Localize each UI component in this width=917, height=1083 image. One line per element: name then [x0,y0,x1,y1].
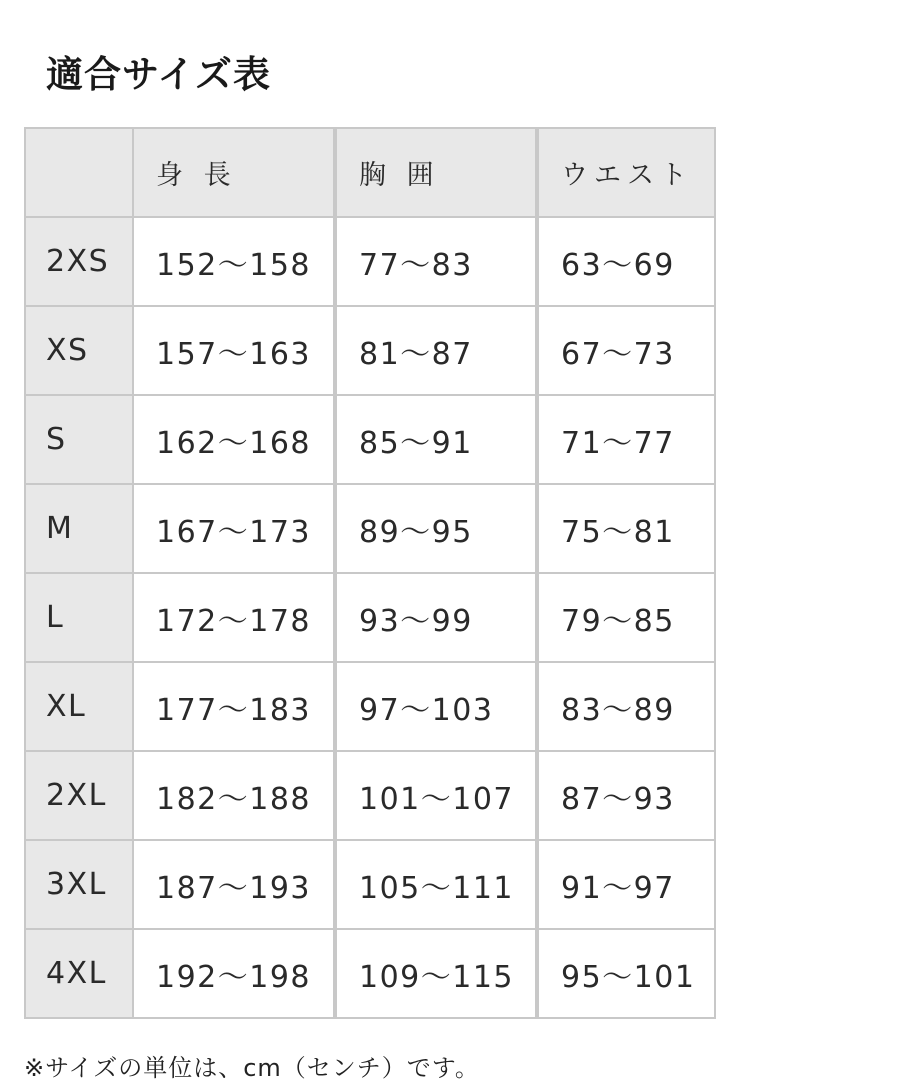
waist-cell: 83〜89 [537,662,715,751]
chest-cell: 93〜99 [335,573,537,662]
table-header-row [25,128,715,217]
chest-cell: 89〜95 [335,484,537,573]
height-cell: 162〜168 [133,395,335,484]
waist-cell: 75〜81 [537,484,715,573]
chest-cell: 77〜83 [335,217,537,306]
row-size-label: 2XL [25,751,133,840]
unit-note: ※サイズの単位は、cm（センチ）です。 [24,1054,480,1082]
page-title: 適合サイズ表 [46,53,272,96]
header-height: 身 長 [133,128,335,217]
row-size-label: 4XL [25,929,133,1018]
waist-cell: 63〜69 [537,217,715,306]
chest-cell: 101〜107 [335,751,537,840]
row-size-label: 2XS [25,217,133,306]
waist-cell: 95〜101 [537,929,715,1018]
row-size-label: M [25,484,133,573]
waist-cell: 91〜97 [537,840,715,929]
waist-cell: 71〜77 [537,395,715,484]
table-row [25,751,715,840]
height-cell: 152〜158 [133,217,335,306]
height-cell: 192〜198 [133,929,335,1018]
height-cell: 177〜183 [133,662,335,751]
waist-cell: 87〜93 [537,751,715,840]
table-row [25,395,715,484]
height-cell: 182〜188 [133,751,335,840]
table-row [25,573,715,662]
header-waist: ウエスト [537,128,715,217]
chest-cell: 97〜103 [335,662,537,751]
chest-cell: 85〜91 [335,395,537,484]
table-row [25,217,715,306]
table-row [25,484,715,573]
waist-cell: 79〜85 [537,573,715,662]
size-chart-table [24,127,716,1019]
chest-cell: 109〜115 [335,929,537,1018]
row-size-label: L [25,573,133,662]
chest-cell: 105〜111 [335,840,537,929]
table-row [25,662,715,751]
height-cell: 157〜163 [133,306,335,395]
height-cell: 187〜193 [133,840,335,929]
row-size-label: S [25,395,133,484]
row-size-label: 3XL [25,840,133,929]
height-cell: 167〜173 [133,484,335,573]
row-size-label: XL [25,662,133,751]
header-corner-cell [25,128,133,217]
table-row [25,929,715,1018]
waist-cell: 67〜73 [537,306,715,395]
height-cell: 172〜178 [133,573,335,662]
header-chest: 胸 囲 [335,128,537,217]
row-size-label: XS [25,306,133,395]
chest-cell: 81〜87 [335,306,537,395]
table-row [25,840,715,929]
table-row [25,306,715,395]
